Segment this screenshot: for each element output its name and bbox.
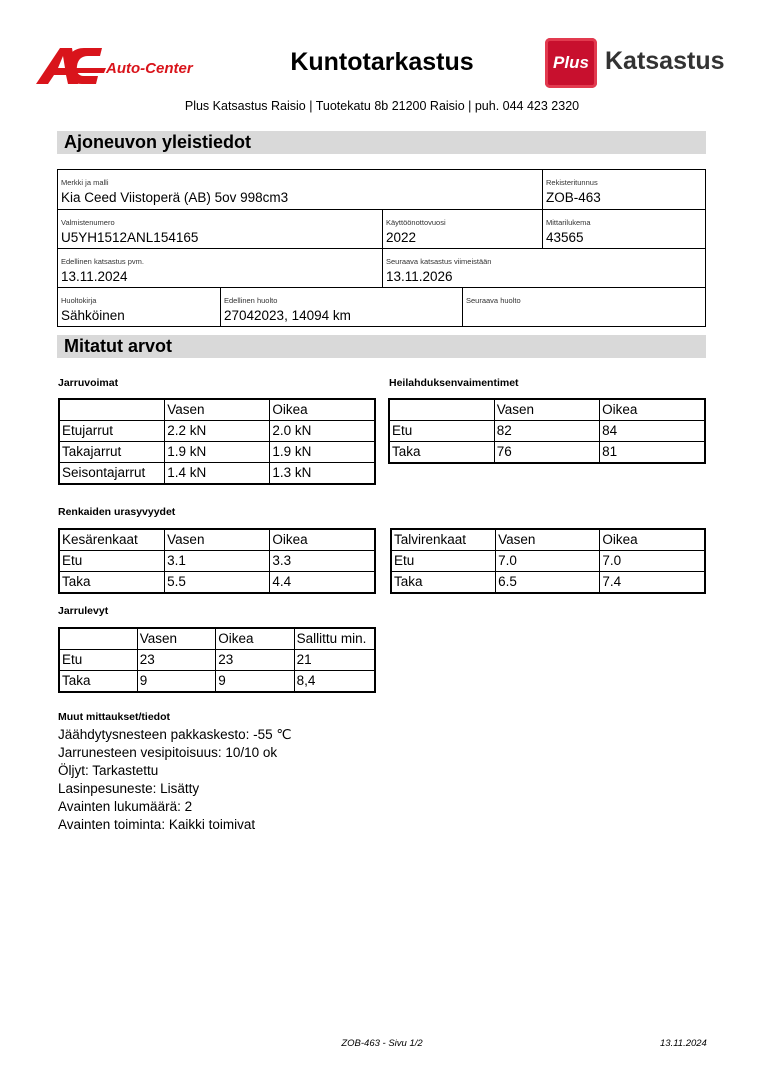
table-cell: Taka [391, 572, 496, 594]
table-cell: Vasen [496, 529, 600, 551]
next-inspection-value: 13.11.2026 [386, 269, 453, 284]
odometer-label: Mittarilukema [546, 218, 591, 227]
table-cell: Seisontajarrut [59, 463, 165, 485]
table-cell: Oikea [270, 529, 375, 551]
table-cell: 9 [137, 671, 215, 693]
other-measurements-title: Muut mittaukset/tiedot [58, 711, 170, 723]
brake-discs-table [58, 627, 376, 693]
auto-center-logo-text: Auto-Center [106, 60, 193, 77]
service-book-label: Huoltokirja [61, 296, 97, 305]
table-cell: 8,4 [294, 671, 375, 693]
table-cell: 1.4 kN [165, 463, 270, 485]
footer-date: 13.11.2024 [660, 1038, 707, 1049]
table-cell: Oikea [600, 529, 705, 551]
list-item: Jarrunesteen vesipitoisuus: 10/10 ok [58, 745, 278, 760]
table-row [59, 551, 375, 572]
table-row [59, 463, 375, 485]
table-cell: 21 [294, 650, 375, 671]
table-cell: Etu [389, 421, 494, 442]
table-row [389, 442, 705, 464]
service-book-value: Sähköinen [61, 308, 125, 323]
table-cell: 4.4 [270, 572, 375, 594]
previous-service-cell [220, 287, 463, 327]
other-measurements-list [58, 726, 292, 834]
intro-year-label: Käyttöönottovuosi [386, 218, 446, 227]
table-cell: 76 [494, 442, 599, 464]
table-cell: 7.0 [600, 551, 705, 572]
last-inspection-value: 13.11.2024 [61, 269, 128, 284]
table-cell: Oikea [600, 399, 705, 421]
brake-force-title: Jarruvoimat [58, 377, 119, 389]
table-cell: 82 [494, 421, 599, 442]
tread-depth-title: Renkaiden urasyvyydet [58, 506, 176, 518]
odometer-cell [542, 209, 706, 249]
table-cell: 81 [600, 442, 705, 464]
vin-cell [57, 209, 383, 249]
shock-absorbers-table [388, 398, 706, 464]
vin-value: U5YH1512ANL154165 [61, 230, 199, 245]
table-cell: Etujarrut [59, 421, 165, 442]
brake-discs-title: Jarrulevyt [58, 605, 109, 617]
document-title: Kuntotarkastus [290, 48, 474, 76]
shock-absorbers-title: Heilahduksenvaimentimet [389, 377, 519, 389]
service-book-cell [57, 287, 221, 327]
next-inspection-cell [382, 248, 706, 288]
table-cell: 1.3 kN [270, 463, 375, 485]
table-cell: 23 [137, 650, 215, 671]
list-item: Lasinpesuneste: Lisätty [58, 781, 200, 796]
last-inspection-cell [57, 248, 383, 288]
previous-service-label: Edellinen huolto [224, 296, 278, 305]
table-cell: 2.0 kN [270, 421, 375, 442]
table-cell [389, 399, 494, 421]
section-header-general: Ajoneuvon yleistiedot [57, 131, 706, 154]
table-row [59, 572, 375, 594]
table-cell: Etu [391, 551, 496, 572]
contact-line: Plus Katsastus Raisio | Tuotekatu 8b 21200 Raisio | puh. 044 423 2320 [184, 99, 580, 113]
table-cell: 23 [216, 650, 294, 671]
list-item: Jäähdytysnesteen pakkaskesto: -55 ℃ [58, 727, 292, 742]
table-cell: Etu [59, 650, 137, 671]
table-cell: Taka [59, 671, 137, 693]
table-cell: 2.2 kN [165, 421, 270, 442]
table-cell [59, 628, 137, 650]
table-cell: Vasen [165, 399, 270, 421]
table-cell: 3.1 [165, 551, 270, 572]
next-service-cell [462, 287, 706, 327]
table-cell: Etu [59, 551, 165, 572]
registration-value: ZOB-463 [546, 190, 601, 205]
previous-service-value: 27042023, 14094 km [224, 308, 351, 323]
section-header-measured: Mitatut arvot [57, 335, 706, 358]
table-header-row [59, 628, 375, 650]
table-cell: Kesärenkaat [59, 529, 165, 551]
table-cell [59, 399, 165, 421]
brake-force-table [58, 398, 376, 485]
table-row [391, 551, 705, 572]
next-inspection-label: Seuraava katsastus viimeistään [386, 257, 492, 266]
list-item: Avainten lukumäärä: 2 [58, 799, 193, 814]
table-cell: Taka [389, 442, 494, 464]
table-cell: 5.5 [165, 572, 270, 594]
table-header-row [59, 399, 375, 421]
katsastus-wordmark: Katsastus [605, 47, 725, 75]
table-cell: Vasen [494, 399, 599, 421]
plus-badge: Plus [545, 38, 597, 88]
vehicle-info-grid [57, 169, 706, 328]
make-model-cell [57, 169, 543, 210]
vin-label: Valmistenumero [61, 218, 115, 227]
table-cell: Sallittu min. [294, 628, 375, 650]
table-row [59, 650, 375, 671]
table-header-row [391, 529, 705, 551]
table-cell: Takajarrut [59, 442, 165, 463]
table-cell: Oikea [270, 399, 375, 421]
table-cell: 3.3 [270, 551, 375, 572]
table-header-row [59, 529, 375, 551]
list-item: Öljyt: Tarkastettu [58, 763, 159, 778]
table-cell: 1.9 kN [165, 442, 270, 463]
page-footer: ZOB-463 - Sivu 1/2 [341, 1038, 423, 1049]
table-cell: 9 [216, 671, 294, 693]
table-cell: 84 [600, 421, 705, 442]
intro-year-value: 2022 [386, 230, 417, 245]
winter-tyres-table [390, 528, 706, 594]
table-row [389, 421, 705, 442]
registration-label: Rekisteritunnus [546, 178, 598, 187]
table-row [391, 572, 705, 594]
table-header-row [389, 399, 705, 421]
table-cell: Oikea [216, 628, 294, 650]
make-model-value: Kia Ceed Viistoperä (AB) 5ov 998cm3 [61, 190, 289, 205]
odometer-value: 43565 [546, 230, 584, 245]
table-cell: 7.4 [600, 572, 705, 594]
make-model-label: Merkki ja malli [61, 178, 109, 187]
table-cell: 7.0 [496, 551, 600, 572]
table-cell: Vasen [137, 628, 215, 650]
table-row [59, 442, 375, 463]
plus-katsastus-logo [545, 38, 730, 88]
intro-year-cell [382, 209, 543, 249]
registration-cell [542, 169, 706, 210]
summer-tyres-table [58, 528, 376, 594]
table-cell: Taka [59, 572, 165, 594]
last-inspection-label: Edellinen katsastus pvm. [61, 257, 144, 266]
table-cell: Talvirenkaat [391, 529, 496, 551]
table-row [59, 671, 375, 693]
list-item: Avainten toiminta: Kaikki toimivat [58, 817, 256, 832]
table-cell: Vasen [165, 529, 270, 551]
table-cell: 1.9 kN [270, 442, 375, 463]
table-cell: 6.5 [496, 572, 600, 594]
next-service-label: Seuraava huolto [466, 296, 521, 305]
table-row [59, 421, 375, 442]
